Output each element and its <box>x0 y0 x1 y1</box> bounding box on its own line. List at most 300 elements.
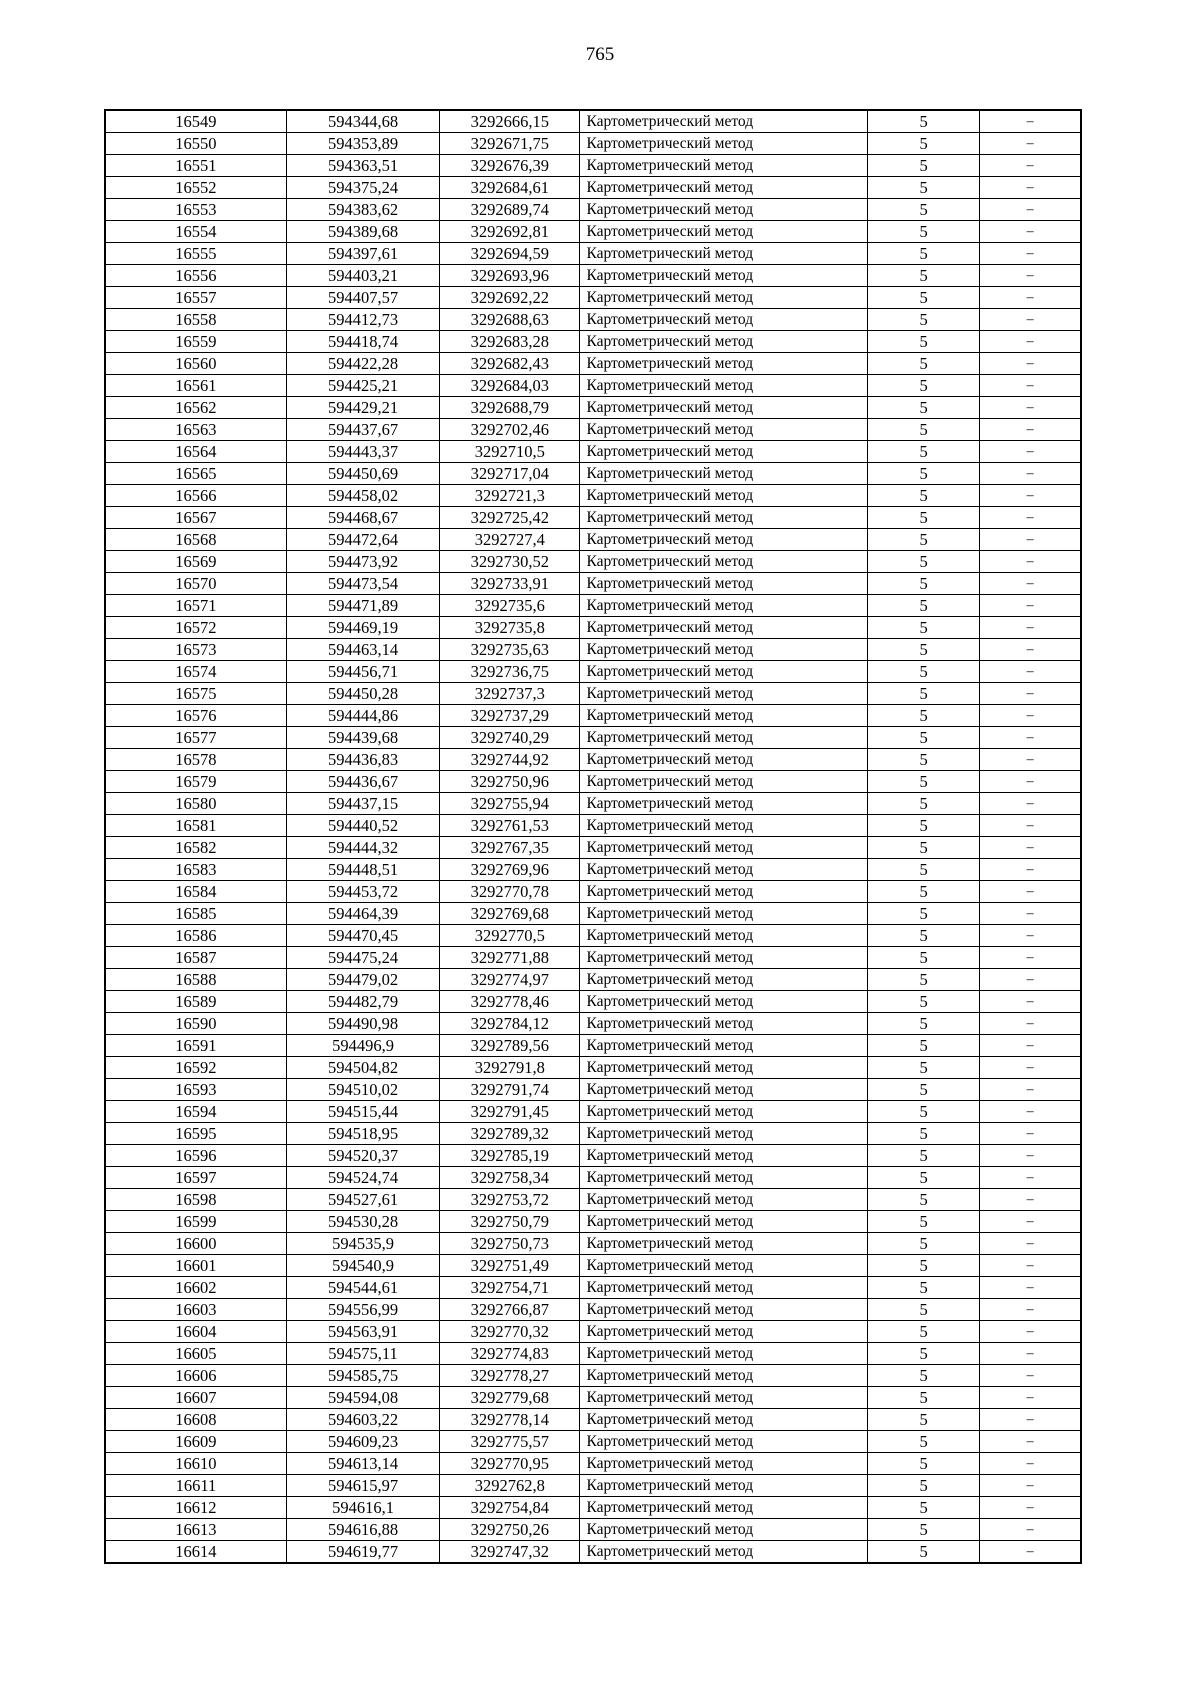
y-coordinate-cell: 3292735,8 <box>440 617 580 639</box>
method-cell: Картометрический метод <box>580 1387 868 1409</box>
accuracy-cell: 5 <box>868 705 980 727</box>
accuracy-cell: 5 <box>868 815 980 837</box>
x-coordinate-cell: 594585,75 <box>286 1365 439 1387</box>
y-coordinate-cell: 3292784,12 <box>440 1013 580 1035</box>
method-cell: Картометрический метод <box>580 243 868 265</box>
note-cell: – <box>980 1519 1081 1541</box>
note-cell: – <box>980 595 1081 617</box>
note-cell: – <box>980 353 1081 375</box>
table-row <box>105 155 1081 177</box>
x-coordinate-cell: 594616,88 <box>286 1519 439 1541</box>
accuracy-cell: 5 <box>868 1057 980 1079</box>
table-row <box>105 353 1081 375</box>
y-coordinate-cell: 3292771,88 <box>440 947 580 969</box>
table-row <box>105 1453 1081 1475</box>
y-coordinate-cell: 3292689,74 <box>440 199 580 221</box>
point-number-cell: 16549 <box>105 110 286 133</box>
page-number: 765 <box>585 44 615 65</box>
note-cell: – <box>980 265 1081 287</box>
note-cell: – <box>980 221 1081 243</box>
x-coordinate-cell: 594437,15 <box>286 793 439 815</box>
accuracy-cell: 5 <box>868 441 980 463</box>
x-coordinate-cell: 594520,37 <box>286 1145 439 1167</box>
point-number-cell: 16569 <box>105 551 286 573</box>
point-number-cell: 16584 <box>105 881 286 903</box>
point-number-cell: 16595 <box>105 1123 286 1145</box>
accuracy-cell: 5 <box>868 287 980 309</box>
x-coordinate-cell: 594473,92 <box>286 551 439 573</box>
y-coordinate-cell: 3292744,92 <box>440 749 580 771</box>
point-number-cell: 16582 <box>105 837 286 859</box>
method-cell: Картометрический метод <box>580 397 868 419</box>
method-cell: Картометрический метод <box>580 573 868 595</box>
accuracy-cell: 5 <box>868 969 980 991</box>
note-cell: – <box>980 1013 1081 1035</box>
point-number-cell: 16594 <box>105 1101 286 1123</box>
note-cell: – <box>980 1189 1081 1211</box>
x-coordinate-cell: 594468,67 <box>286 507 439 529</box>
point-number-cell: 16572 <box>105 617 286 639</box>
point-number-cell: 16568 <box>105 529 286 551</box>
accuracy-cell: 5 <box>868 727 980 749</box>
method-cell: Картометрический метод <box>580 221 868 243</box>
x-coordinate-cell: 594397,61 <box>286 243 439 265</box>
accuracy-cell: 5 <box>868 617 980 639</box>
table-row <box>105 331 1081 353</box>
accuracy-cell: 5 <box>868 309 980 331</box>
method-cell: Картометрический метод <box>580 1277 868 1299</box>
accuracy-cell: 5 <box>868 133 980 155</box>
point-number-cell: 16597 <box>105 1167 286 1189</box>
x-coordinate-cell: 594556,99 <box>286 1299 439 1321</box>
point-number-cell: 16593 <box>105 1079 286 1101</box>
accuracy-cell: 5 <box>868 1277 980 1299</box>
x-coordinate-cell: 594444,86 <box>286 705 439 727</box>
accuracy-cell: 5 <box>868 419 980 441</box>
method-cell: Картометрический метод <box>580 419 868 441</box>
note-cell: – <box>980 287 1081 309</box>
point-number-cell: 16590 <box>105 1013 286 1035</box>
y-coordinate-cell: 3292688,63 <box>440 309 580 331</box>
point-number-cell: 16609 <box>105 1431 286 1453</box>
point-number-cell: 16578 <box>105 749 286 771</box>
y-coordinate-cell: 3292770,32 <box>440 1321 580 1343</box>
y-coordinate-cell: 3292769,96 <box>440 859 580 881</box>
x-coordinate-cell: 594407,57 <box>286 287 439 309</box>
point-number-cell: 16553 <box>105 199 286 221</box>
y-coordinate-cell: 3292769,68 <box>440 903 580 925</box>
method-cell: Картометрический метод <box>580 1321 868 1343</box>
x-coordinate-cell: 594444,32 <box>286 837 439 859</box>
note-cell: – <box>980 1123 1081 1145</box>
point-number-cell: 16555 <box>105 243 286 265</box>
x-coordinate-cell: 594436,83 <box>286 749 439 771</box>
note-cell: – <box>980 243 1081 265</box>
table-row <box>105 375 1081 397</box>
point-number-cell: 16602 <box>105 1277 286 1299</box>
note-cell: – <box>980 837 1081 859</box>
point-number-cell: 16598 <box>105 1189 286 1211</box>
table-row <box>105 925 1081 947</box>
point-number-cell: 16612 <box>105 1497 286 1519</box>
table-row <box>105 1343 1081 1365</box>
point-number-cell: 16571 <box>105 595 286 617</box>
table-row <box>105 1211 1081 1233</box>
method-cell: Картометрический метод <box>580 287 868 309</box>
method-cell: Картометрический метод <box>580 1541 868 1564</box>
table-row <box>105 991 1081 1013</box>
table-row <box>105 309 1081 331</box>
x-coordinate-cell: 594469,19 <box>286 617 439 639</box>
method-cell: Картометрический метод <box>580 1123 868 1145</box>
x-coordinate-cell: 594575,11 <box>286 1343 439 1365</box>
accuracy-cell: 5 <box>868 155 980 177</box>
accuracy-cell: 5 <box>868 1431 980 1453</box>
method-cell: Картометрический метод <box>580 353 868 375</box>
note-cell: – <box>980 1255 1081 1277</box>
x-coordinate-cell: 594619,77 <box>286 1541 439 1564</box>
table-row <box>105 705 1081 727</box>
note-cell: – <box>980 903 1081 925</box>
accuracy-cell: 5 <box>868 199 980 221</box>
x-coordinate-cell: 594429,21 <box>286 397 439 419</box>
x-coordinate-cell: 594470,45 <box>286 925 439 947</box>
x-coordinate-cell: 594609,23 <box>286 1431 439 1453</box>
accuracy-cell: 5 <box>868 1321 980 1343</box>
accuracy-cell: 5 <box>868 1541 980 1564</box>
y-coordinate-cell: 3292737,3 <box>440 683 580 705</box>
point-number-cell: 16608 <box>105 1409 286 1431</box>
y-coordinate-cell: 3292778,14 <box>440 1409 580 1431</box>
x-coordinate-cell: 594422,28 <box>286 353 439 375</box>
table-row <box>105 1321 1081 1343</box>
note-cell: – <box>980 1365 1081 1387</box>
y-coordinate-cell: 3292751,49 <box>440 1255 580 1277</box>
x-coordinate-cell: 594479,02 <box>286 969 439 991</box>
table-row <box>105 1409 1081 1431</box>
x-coordinate-cell: 594496,9 <box>286 1035 439 1057</box>
accuracy-cell: 5 <box>868 903 980 925</box>
x-coordinate-cell: 594375,24 <box>286 177 439 199</box>
accuracy-cell: 5 <box>868 639 980 661</box>
x-coordinate-cell: 594530,28 <box>286 1211 439 1233</box>
note-cell: – <box>980 749 1081 771</box>
y-coordinate-cell: 3292717,04 <box>440 463 580 485</box>
accuracy-cell: 5 <box>868 1167 980 1189</box>
y-coordinate-cell: 3292789,56 <box>440 1035 580 1057</box>
x-coordinate-cell: 594535,9 <box>286 1233 439 1255</box>
x-coordinate-cell: 594443,37 <box>286 441 439 463</box>
accuracy-cell: 5 <box>868 375 980 397</box>
x-coordinate-cell: 594403,21 <box>286 265 439 287</box>
table-row <box>105 529 1081 551</box>
point-number-cell: 16585 <box>105 903 286 925</box>
table-row <box>105 463 1081 485</box>
accuracy-cell: 5 <box>868 1013 980 1035</box>
method-cell: Картометрический метод <box>580 881 868 903</box>
coordinates-table <box>104 109 1082 1564</box>
note-cell: – <box>980 1035 1081 1057</box>
table-row <box>105 793 1081 815</box>
point-number-cell: 16554 <box>105 221 286 243</box>
table-row <box>105 1299 1081 1321</box>
table-row <box>105 1013 1081 1035</box>
note-cell: – <box>980 485 1081 507</box>
accuracy-cell: 5 <box>868 331 980 353</box>
table-row <box>105 1167 1081 1189</box>
x-coordinate-cell: 594527,61 <box>286 1189 439 1211</box>
point-number-cell: 16552 <box>105 177 286 199</box>
method-cell: Картометрический метод <box>580 705 868 727</box>
y-coordinate-cell: 3292767,35 <box>440 837 580 859</box>
table-row <box>105 507 1081 529</box>
method-cell: Картометрический метод <box>580 1475 868 1497</box>
method-cell: Картометрический метод <box>580 1255 868 1277</box>
y-coordinate-cell: 3292791,8 <box>440 1057 580 1079</box>
accuracy-cell: 5 <box>868 881 980 903</box>
y-coordinate-cell: 3292725,42 <box>440 507 580 529</box>
y-coordinate-cell: 3292676,39 <box>440 155 580 177</box>
note-cell: – <box>980 463 1081 485</box>
table-row <box>105 969 1081 991</box>
point-number-cell: 16576 <box>105 705 286 727</box>
accuracy-cell: 5 <box>868 243 980 265</box>
x-coordinate-cell: 594594,08 <box>286 1387 439 1409</box>
y-coordinate-cell: 3292774,83 <box>440 1343 580 1365</box>
note-cell: – <box>980 991 1081 1013</box>
method-cell: Картометрический метод <box>580 331 868 353</box>
accuracy-cell: 5 <box>868 1409 980 1431</box>
table-row <box>105 815 1081 837</box>
method-cell: Картометрический метод <box>580 661 868 683</box>
table-row <box>105 1123 1081 1145</box>
accuracy-cell: 5 <box>868 837 980 859</box>
note-cell: – <box>980 441 1081 463</box>
note-cell: – <box>980 947 1081 969</box>
y-coordinate-cell: 3292789,32 <box>440 1123 580 1145</box>
point-number-cell: 16591 <box>105 1035 286 1057</box>
note-cell: – <box>980 397 1081 419</box>
point-number-cell: 16580 <box>105 793 286 815</box>
y-coordinate-cell: 3292791,74 <box>440 1079 580 1101</box>
y-coordinate-cell: 3292721,3 <box>440 485 580 507</box>
method-cell: Картометрический метод <box>580 1057 868 1079</box>
y-coordinate-cell: 3292753,72 <box>440 1189 580 1211</box>
note-cell: – <box>980 661 1081 683</box>
table-row <box>105 1145 1081 1167</box>
accuracy-cell: 5 <box>868 177 980 199</box>
table-row <box>105 1431 1081 1453</box>
y-coordinate-cell: 3292688,79 <box>440 397 580 419</box>
table-row <box>105 221 1081 243</box>
method-cell: Картометрический метод <box>580 463 868 485</box>
accuracy-cell: 5 <box>868 1519 980 1541</box>
y-coordinate-cell: 3292766,87 <box>440 1299 580 1321</box>
table-row <box>105 133 1081 155</box>
point-number-cell: 16563 <box>105 419 286 441</box>
y-coordinate-cell: 3292694,59 <box>440 243 580 265</box>
y-coordinate-cell: 3292791,45 <box>440 1101 580 1123</box>
x-coordinate-cell: 594463,14 <box>286 639 439 661</box>
method-cell: Картометрический метод <box>580 1343 868 1365</box>
point-number-cell: 16577 <box>105 727 286 749</box>
table-row <box>105 1387 1081 1409</box>
x-coordinate-cell: 594615,97 <box>286 1475 439 1497</box>
x-coordinate-cell: 594425,21 <box>286 375 439 397</box>
y-coordinate-cell: 3292754,71 <box>440 1277 580 1299</box>
note-cell: – <box>980 793 1081 815</box>
y-coordinate-cell: 3292736,75 <box>440 661 580 683</box>
x-coordinate-cell: 594472,64 <box>286 529 439 551</box>
x-coordinate-cell: 594504,82 <box>286 1057 439 1079</box>
x-coordinate-cell: 594453,72 <box>286 881 439 903</box>
table-row <box>105 110 1081 133</box>
point-number-cell: 16599 <box>105 1211 286 1233</box>
table-row <box>105 727 1081 749</box>
note-cell: – <box>980 529 1081 551</box>
method-cell: Картометрический метод <box>580 991 868 1013</box>
point-number-cell: 16604 <box>105 1321 286 1343</box>
x-coordinate-cell: 594383,62 <box>286 199 439 221</box>
table-row <box>105 441 1081 463</box>
note-cell: – <box>980 1387 1081 1409</box>
y-coordinate-cell: 3292737,29 <box>440 705 580 727</box>
note-cell: – <box>980 1277 1081 1299</box>
note-cell: – <box>980 1409 1081 1431</box>
y-coordinate-cell: 3292671,75 <box>440 133 580 155</box>
method-cell: Картометрический метод <box>580 485 868 507</box>
point-number-cell: 16575 <box>105 683 286 705</box>
method-cell: Картометрический метод <box>580 859 868 881</box>
method-cell: Картометрический метод <box>580 1431 868 1453</box>
x-coordinate-cell: 594436,67 <box>286 771 439 793</box>
y-coordinate-cell: 3292683,28 <box>440 331 580 353</box>
note-cell: – <box>980 551 1081 573</box>
note-cell: – <box>980 617 1081 639</box>
table-row <box>105 287 1081 309</box>
table-row <box>105 837 1081 859</box>
accuracy-cell: 5 <box>868 1255 980 1277</box>
y-coordinate-cell: 3292778,46 <box>440 991 580 1013</box>
table-row <box>105 859 1081 881</box>
table-row <box>105 1365 1081 1387</box>
note-cell: – <box>980 771 1081 793</box>
accuracy-cell: 5 <box>868 991 980 1013</box>
note-cell: – <box>980 1343 1081 1365</box>
x-coordinate-cell: 594616,1 <box>286 1497 439 1519</box>
method-cell: Картометрический метод <box>580 947 868 969</box>
method-cell: Картометрический метод <box>580 1189 868 1211</box>
accuracy-cell: 5 <box>868 573 980 595</box>
method-cell: Картометрический метод <box>580 793 868 815</box>
y-coordinate-cell: 3292770,5 <box>440 925 580 947</box>
table-row <box>105 551 1081 573</box>
point-number-cell: 16564 <box>105 441 286 463</box>
table-row <box>105 1519 1081 1541</box>
note-cell: – <box>980 133 1081 155</box>
table-row <box>105 1497 1081 1519</box>
point-number-cell: 16566 <box>105 485 286 507</box>
point-number-cell: 16606 <box>105 1365 286 1387</box>
x-coordinate-cell: 594418,74 <box>286 331 439 353</box>
note-cell: – <box>980 1321 1081 1343</box>
accuracy-cell: 5 <box>868 1079 980 1101</box>
point-number-cell: 16551 <box>105 155 286 177</box>
note-cell: – <box>980 1211 1081 1233</box>
y-coordinate-cell: 3292754,84 <box>440 1497 580 1519</box>
y-coordinate-cell: 3292735,63 <box>440 639 580 661</box>
y-coordinate-cell: 3292747,32 <box>440 1541 580 1564</box>
accuracy-cell: 5 <box>868 1453 980 1475</box>
method-cell: Картометрический метод <box>580 1079 868 1101</box>
point-number-cell: 16601 <box>105 1255 286 1277</box>
table-row <box>105 485 1081 507</box>
table-row <box>105 419 1081 441</box>
accuracy-cell: 5 <box>868 485 980 507</box>
table-row <box>105 639 1081 661</box>
method-cell: Картометрический метод <box>580 683 868 705</box>
method-cell: Картометрический метод <box>580 727 868 749</box>
accuracy-cell: 5 <box>868 749 980 771</box>
table-row <box>105 199 1081 221</box>
x-coordinate-cell: 594540,9 <box>286 1255 439 1277</box>
y-coordinate-cell: 3292750,73 <box>440 1233 580 1255</box>
point-number-cell: 16588 <box>105 969 286 991</box>
accuracy-cell: 5 <box>868 1343 980 1365</box>
point-number-cell: 16561 <box>105 375 286 397</box>
method-cell: Картометрический метод <box>580 1299 868 1321</box>
point-number-cell: 16589 <box>105 991 286 1013</box>
table-row <box>105 683 1081 705</box>
y-coordinate-cell: 3292740,29 <box>440 727 580 749</box>
accuracy-cell: 5 <box>868 771 980 793</box>
x-coordinate-cell: 594363,51 <box>286 155 439 177</box>
y-coordinate-cell: 3292733,91 <box>440 573 580 595</box>
accuracy-cell: 5 <box>868 661 980 683</box>
table-row <box>105 1079 1081 1101</box>
point-number-cell: 16592 <box>105 1057 286 1079</box>
note-cell: – <box>980 1167 1081 1189</box>
y-coordinate-cell: 3292750,26 <box>440 1519 580 1541</box>
point-number-cell: 16587 <box>105 947 286 969</box>
note-cell: – <box>980 199 1081 221</box>
table-row <box>105 397 1081 419</box>
method-cell: Картометрический метод <box>580 749 868 771</box>
note-cell: – <box>980 1057 1081 1079</box>
point-number-cell: 16605 <box>105 1343 286 1365</box>
table-row <box>105 881 1081 903</box>
table-row <box>105 595 1081 617</box>
table-row <box>105 1189 1081 1211</box>
accuracy-cell: 5 <box>868 859 980 881</box>
note-cell: – <box>980 507 1081 529</box>
note-cell: – <box>980 683 1081 705</box>
method-cell: Картометрический метод <box>580 903 868 925</box>
point-number-cell: 16550 <box>105 133 286 155</box>
point-number-cell: 16565 <box>105 463 286 485</box>
point-number-cell: 16586 <box>105 925 286 947</box>
point-number-cell: 16574 <box>105 661 286 683</box>
y-coordinate-cell: 3292684,61 <box>440 177 580 199</box>
note-cell: – <box>980 331 1081 353</box>
method-cell: Картометрический метод <box>580 1365 868 1387</box>
accuracy-cell: 5 <box>868 353 980 375</box>
accuracy-cell: 5 <box>868 1475 980 1497</box>
method-cell: Картометрический метод <box>580 551 868 573</box>
point-number-cell: 16614 <box>105 1541 286 1564</box>
point-number-cell: 16603 <box>105 1299 286 1321</box>
x-coordinate-cell: 594518,95 <box>286 1123 439 1145</box>
